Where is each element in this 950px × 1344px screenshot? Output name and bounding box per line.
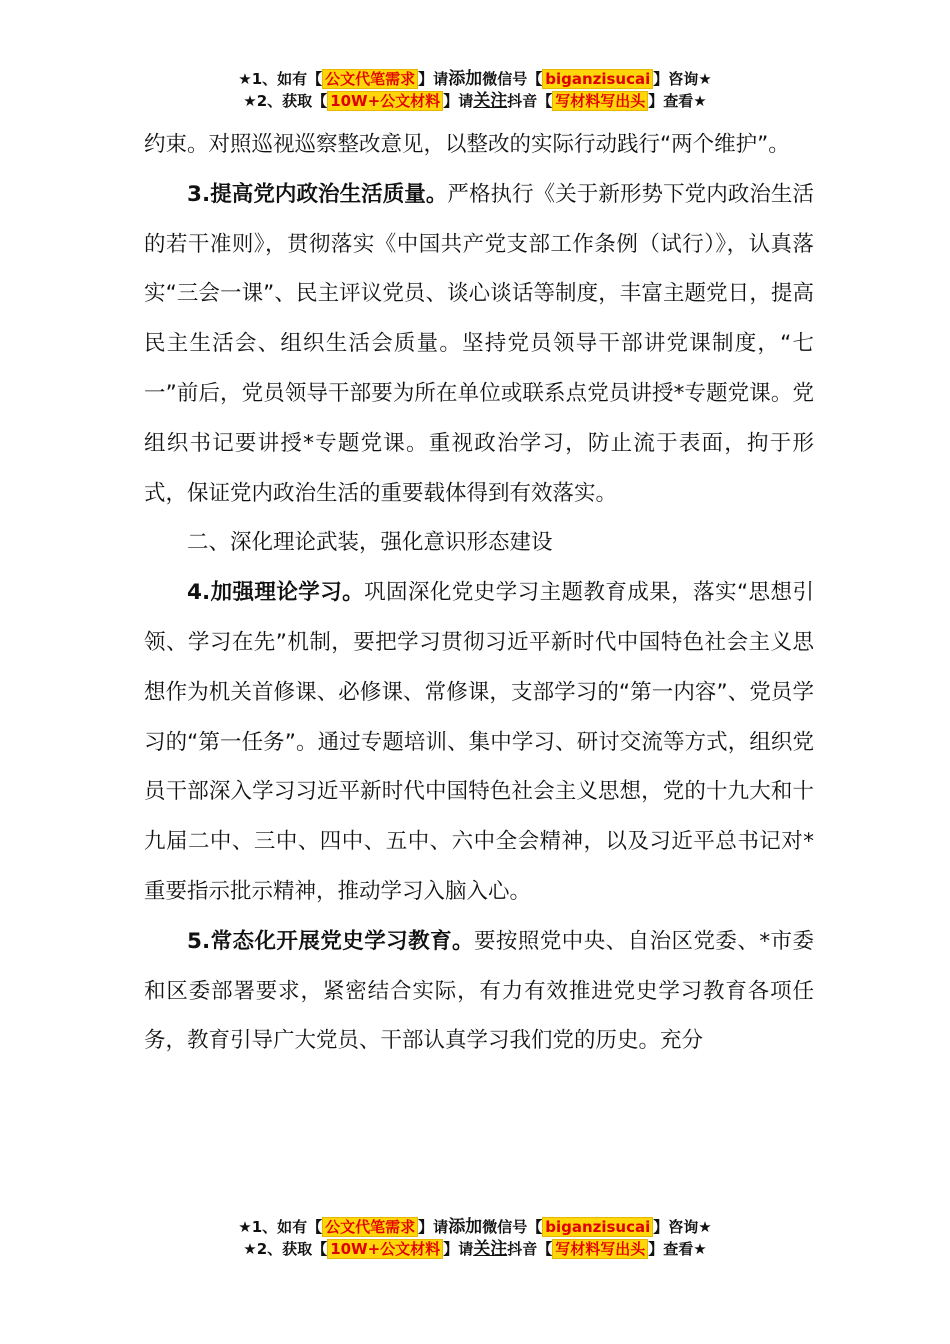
paragraph-3: 3.提高党内政治生活质量。严格执行《关于新形势下党内政治生活的若干准则》，贯彻落实《中国共产党支部工作条例（试行）》，认真落实“三会一课”、民主评议党员、谈心谈话等制度，丰富主题党日，提高民主生活会、组织生活会质量。坚持党员领导干部讲党课制度，“七一”前后，党员领导干部要为所在单位或联系点党员讲授*专题党课。党组织书记要讲授*专题党课。重视政治学习，防止流于表面，拘于形式，保证党内政治生活的重要载体得到有效落实。 xyxy=(144,181,814,506)
section-heading-2: 二、深化理论武装，强化意识形态建设 xyxy=(187,530,553,556)
paragraph-4: 4.加强理论学习。巩固深化党史学习主题教育成果，落实“思想引领、学习在先”机制，要把学习贯彻习近平新时代中国特色社会主义思想作为机关首修课、必修课、常修课，支部学习的“第一内容”、党员学习的“第一任务”。通过专题培训、集中学习、研讨交流等方式，组织党员干部深入学习习近平新时代中国特色社会主义思想，党的十九大和十九届二中、三中、四中、五中、六中全会精神，以及习近平总书记对*重要指示批示精神，推动学习入脑入心。 xyxy=(144,580,814,904)
highlight-service: 公文代笔需求 xyxy=(322,1217,418,1237)
highlight-douyin: 写材料写出头 xyxy=(552,1239,648,1259)
document-body xyxy=(144,120,814,1066)
highlight-service: 公文代笔需求 xyxy=(322,69,418,89)
highlight-douyin: 写材料写出头 xyxy=(552,91,648,111)
banner-line-1: ★1、如有【 公文代笔需求 】请添加微信号【 biganzisucai 】咨询★ xyxy=(238,69,712,89)
highlight-wechat-id: biganzisucai xyxy=(542,1217,653,1237)
banner-line-1: ★1、如有【 公文代笔需求 】请添加微信号【 biganzisucai 】咨询★ xyxy=(238,1217,712,1237)
paragraph-5-heading: 5.常态化开展党史学习教育。 xyxy=(187,928,474,954)
paragraph-3-heading: 3.提高党内政治生活质量。 xyxy=(187,181,448,207)
bottom-banner xyxy=(0,1216,950,1260)
paragraph-4-heading: 4.加强理论学习。 xyxy=(187,580,365,606)
banner-line-2: ★2、获取【 10W+公文材料 】请关注抖音【 写材料写出头 】查看★ xyxy=(243,1239,707,1259)
highlight-wechat-id: biganzisucai xyxy=(542,69,653,89)
banner-line-2: ★2、获取【 10W+公文材料 】请关注抖音【 写材料写出头 】查看★ xyxy=(243,91,707,111)
paragraph-5: 5.常态化开展党史学习教育。要按照党中央、自治区党委、*市委和区委部署要求，紧密结合实际，有力有效推进党史学习教育各项任务，教育引导广大党员、干部认真学习我们党的历史。充分 xyxy=(144,928,814,1054)
paragraph-continued: 约束。对照巡视巡察整改意见，以整改的实际行动践行“两个维护”。 xyxy=(144,132,790,157)
highlight-materials: 10W+公文材料 xyxy=(327,1239,443,1259)
highlight-materials: 10W+公文材料 xyxy=(327,91,443,111)
top-banner xyxy=(0,68,950,112)
